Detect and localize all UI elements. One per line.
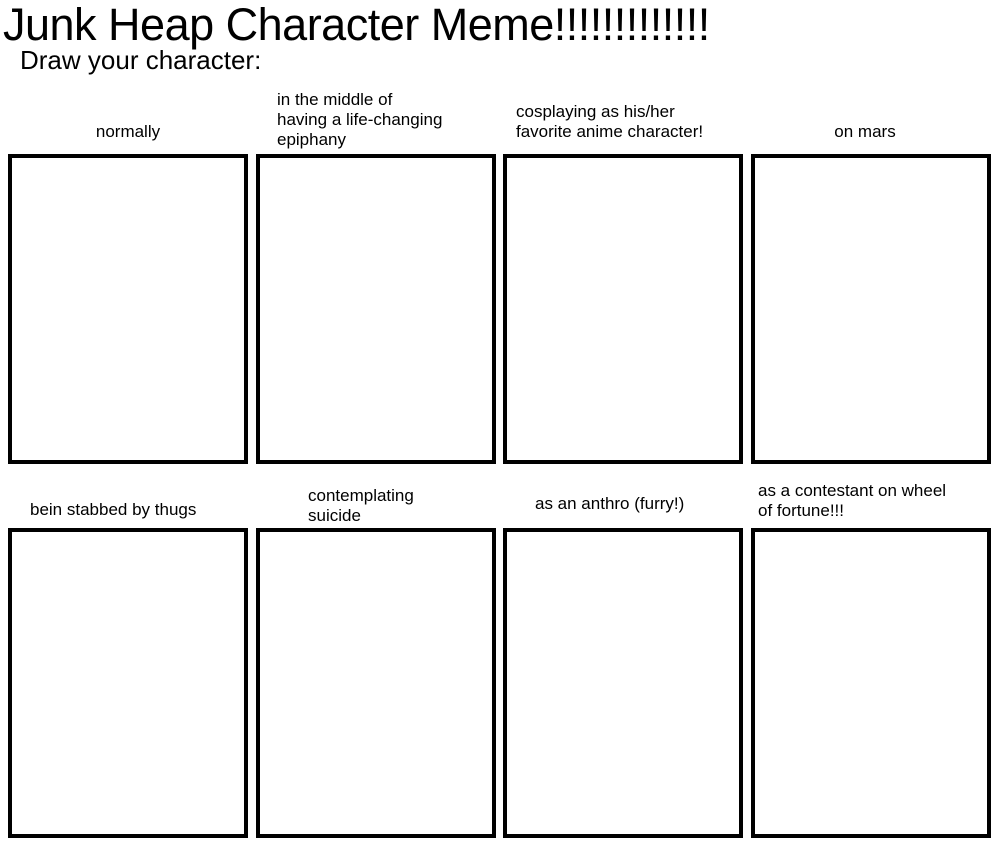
- caption-line: as an anthro (furry!): [535, 494, 685, 513]
- drawing-panel-anthro: [503, 528, 743, 838]
- panel-caption-mars: [752, 122, 978, 142]
- panel-caption-stabbed: [30, 500, 196, 520]
- drawing-panel-mars: [751, 154, 991, 464]
- panel-caption-cosplay: [516, 102, 703, 142]
- panel-caption-contemplating: [308, 486, 414, 526]
- drawing-panel-cosplay: [503, 154, 743, 464]
- caption-line: bein stabbed by thugs: [30, 500, 197, 519]
- caption-line: in the middle of: [277, 90, 393, 109]
- caption-line: cosplaying as his/her: [516, 102, 675, 121]
- drawing-panel-normally: [8, 154, 248, 464]
- caption-line: having a life-changing: [277, 110, 443, 129]
- panel-caption-epiphany: [277, 90, 442, 150]
- drawing-panel-epiphany: [256, 154, 496, 464]
- panel-caption-wheel-of-fortune: [758, 481, 946, 521]
- drawing-panel-stabbed: [8, 528, 248, 838]
- caption-line: favorite anime character!: [516, 122, 704, 141]
- caption-line: on mars: [834, 122, 896, 141]
- drawing-panel-wheel-of-fortune: [751, 528, 991, 838]
- caption-line: of fortune!!!: [758, 501, 844, 520]
- caption-line: normally: [95, 122, 161, 141]
- page-title: Junk Heap Character Meme!!!!!!!!!!!!!: [3, 0, 710, 50]
- caption-line: contemplating: [308, 486, 414, 505]
- panel-caption-anthro: [535, 494, 684, 514]
- caption-line: suicide: [308, 506, 361, 525]
- caption-line: as a contestant on wheel: [758, 481, 947, 500]
- page-subtitle: Draw your character:: [20, 45, 262, 75]
- panel-caption-normally: [8, 122, 248, 142]
- caption-line: epiphany: [277, 130, 347, 149]
- drawing-panel-contemplating: [256, 528, 496, 838]
